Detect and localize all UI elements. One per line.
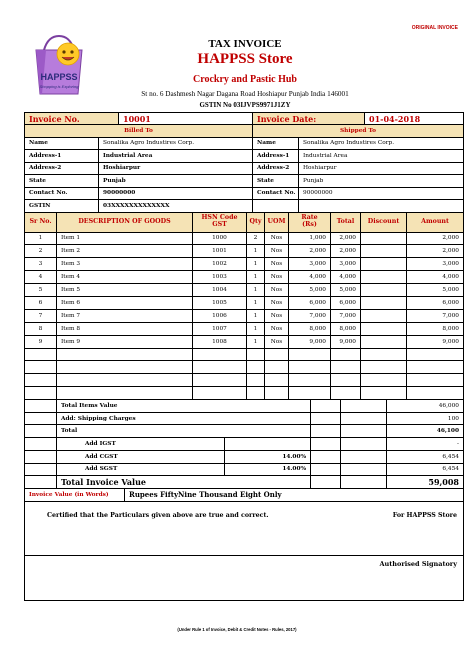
table-row [25,271,463,284]
igst-value: - [387,438,463,451]
item-hsn [193,361,247,374]
item-amount: 9,000 [407,336,463,349]
total-items-value: 46,000 [387,400,463,413]
item-uom: Nos [265,233,289,246]
original-invoice-label: ORIGINAL INVOICE [411,25,458,31]
item-sr: 8 [25,323,57,336]
item-amount: 6,000 [407,297,463,310]
item-qty: 1 [247,323,265,336]
item-discount [361,336,407,349]
item-rate: 1,000 [289,233,331,246]
item-sr: 9 [25,336,57,349]
shipping-label: Add: Shipping Charges [57,413,311,426]
invoice-table [24,112,464,601]
item-sr: 5 [25,284,57,297]
billed-address1-label: Address-1 [25,150,99,163]
item-rate: 7,000 [289,310,331,323]
party-row-name [25,138,463,151]
item-total: 5,000 [331,284,361,297]
item-hsn [193,387,247,400]
total-items-value-label: Total Items Value [57,400,311,413]
item-total: 6,000 [331,297,361,310]
item-amount [407,374,463,387]
cgst-row [25,451,463,464]
item-qty: 1 [247,271,265,284]
col-discount: Discount [361,213,407,233]
total-value: 46,100 [387,425,463,438]
in-words-value: Rupees FiftyNine Thousand Eight Only [125,489,463,502]
cgst-label: Add CGST [57,451,225,464]
invoice-meta-row [25,113,463,125]
blank-cell [311,464,341,477]
for-store-label: For HAPPSS Store [392,511,457,519]
shipped-address1-label: Address-1 [253,150,299,163]
item-rate: 5,000 [289,284,331,297]
item-sr: 4 [25,271,57,284]
item-hsn: 1005 [193,297,247,310]
table-row [25,233,463,246]
item-description: Item 7 [57,310,193,323]
items-header-row [25,213,463,233]
item-total [331,387,361,400]
billed-gstin-label: GSTIN [25,200,99,213]
item-rate [289,361,331,374]
item-hsn: 1004 [193,284,247,297]
item-amount: 8,000 [407,323,463,336]
blank-cell [311,451,341,464]
item-description [57,361,193,374]
party-heading-row [25,125,463,138]
sgst-row [25,464,463,477]
store-name: HAPPSS Store [197,51,293,67]
cgst-rate: 14.00% [225,451,311,464]
item-description: Item 5 [57,284,193,297]
item-amount: 2,000 [407,245,463,258]
invoice-value-row [25,476,463,489]
table-row [25,323,463,336]
store-tagline: Crockry and Pastic Hub [193,74,297,85]
item-uom: Nos [265,297,289,310]
blank-cell [25,413,57,426]
item-description: Item 9 [57,336,193,349]
blank-cell [341,451,387,464]
item-qty: 1 [247,245,265,258]
document-title: TAX INVOICE [208,38,282,50]
item-sr [25,361,57,374]
item-uom: Nos [265,271,289,284]
item-rate: 9,000 [289,336,331,349]
item-sr: 3 [25,258,57,271]
table-row [25,297,463,310]
item-description: Item 8 [57,323,193,336]
total-label: Total [57,425,311,438]
party-row-state [25,175,463,188]
shipped-gstin-value-blank [299,200,463,213]
item-total: 8,000 [331,323,361,336]
table-row [25,245,463,258]
col-hsn: HSN Code GST [193,213,247,233]
party-row-contact [25,188,463,201]
item-discount [361,258,407,271]
item-qty [247,349,265,362]
blank-cell [311,476,341,489]
store-address: St no. 6 Dashmesh Nagar Dagana Road Hoshiapur Punjab India 146001 [141,90,349,98]
billed-contact: 90000000 [99,188,253,201]
in-words-row [25,489,463,502]
igst-label: Add IGST [57,438,225,451]
blank-cell [25,438,57,451]
col-amount: Amount [407,213,463,233]
shipped-to-heading: Shipped To [253,125,463,138]
item-qty [247,387,265,400]
total-row [25,425,463,438]
billed-to-heading: Billed To [25,125,253,138]
item-discount [361,284,407,297]
item-description: Item 4 [57,271,193,284]
blank-table-row [25,387,463,400]
certification-text: Certified that the Particulars given above are true and correct. [47,511,269,519]
billed-name: Sonalika Agro Industires Corp. [99,138,253,151]
svg-text:Shopping is Exploring: Shopping is Exploring [39,84,79,89]
rule-note: (Under Rule 1 of Invoice, Debit & Credit Notes - Rules, 2017) [177,627,297,632]
item-uom [265,387,289,400]
igst-row [25,438,463,451]
table-row [25,284,463,297]
item-discount [361,233,407,246]
sgst-value: 6,454 [387,464,463,477]
party-row-address2 [25,163,463,176]
shipped-state-label: State [253,175,299,188]
item-rate [289,349,331,362]
table-row [25,258,463,271]
blank-cell [341,476,387,489]
item-hsn: 1002 [193,258,247,271]
blank-table-row [25,361,463,374]
col-description: DESCRIPTION OF GOODS [57,213,193,233]
item-uom: Nos [265,284,289,297]
cgst-value: 6,454 [387,451,463,464]
item-amount: 5,000 [407,284,463,297]
item-discount [361,245,407,258]
shipped-name: Sonalika Agro Industires Corp. [299,138,463,151]
svg-text:HAPPSS: HAPPSS [40,72,78,82]
blank-cell [311,438,341,451]
party-row-gstin [25,200,463,213]
blank-cell [25,451,57,464]
item-rate [289,387,331,400]
blank-cell [25,476,57,489]
item-rate: 8,000 [289,323,331,336]
item-total: 2,000 [331,245,361,258]
blank-cell [341,400,387,413]
item-hsn: 1001 [193,245,247,258]
shipping-value: 100 [387,413,463,426]
item-rows [25,233,463,401]
invoice-no-label: Invoice No. [25,113,119,125]
blank-table-row [25,374,463,387]
item-description: Item 6 [57,297,193,310]
happss-logo [28,32,90,102]
item-discount [361,387,407,400]
billed-state-label: State [25,175,99,188]
blank-cell [311,413,341,426]
item-description [57,349,193,362]
total-items-value-row [25,400,463,413]
billed-address2: Hoshiarpur [99,163,253,176]
blank-cell [341,413,387,426]
sgst-label: Add SGST [57,464,225,477]
sgst-rate: 14.00% [225,464,311,477]
item-hsn [193,374,247,387]
item-discount [361,310,407,323]
item-total [331,349,361,362]
store-gstin: GSTIN No 03IJVPS9971J1ZY [199,101,291,109]
item-amount: 7,000 [407,310,463,323]
item-qty [247,374,265,387]
signatory-block [25,556,463,600]
shipped-contact-label: Contact No. [253,188,299,201]
shipped-gstin-blank [253,200,299,213]
invoice-date-label: Invoice Date: [253,113,365,125]
item-rate: 3,000 [289,258,331,271]
item-amount [407,361,463,374]
invoice-no-value: 10001 [119,113,253,125]
item-description [57,387,193,400]
item-hsn: 1006 [193,310,247,323]
blank-cell [311,400,341,413]
billed-gstin: 03XXXXXXXXXXXXX [99,200,253,213]
item-qty [247,361,265,374]
col-total: Total [331,213,361,233]
item-total: 2,000 [331,233,361,246]
party-row-address1 [25,150,463,163]
shipped-state: Punjab [299,175,463,188]
item-uom: Nos [265,310,289,323]
table-row [25,336,463,349]
item-discount [361,349,407,362]
blank-table-row [25,349,463,362]
blank-cell [311,425,341,438]
item-rate: 4,000 [289,271,331,284]
billed-state: Punjab [99,175,253,188]
blank-cell [341,464,387,477]
billed-name-label: Name [25,138,99,151]
item-qty: 1 [247,258,265,271]
item-total [331,374,361,387]
item-amount: 4,000 [407,271,463,284]
table-row [25,310,463,323]
item-uom: Nos [265,245,289,258]
item-description: Item 1 [57,233,193,246]
invoice-date-value: 01-04-2018 [365,113,463,125]
certification-block [25,502,463,556]
item-discount [361,271,407,284]
item-total: 3,000 [331,258,361,271]
item-total [331,361,361,374]
blank-cell [25,425,57,438]
billed-address2-label: Address-2 [25,163,99,176]
item-qty: 1 [247,336,265,349]
item-sr: 6 [25,297,57,310]
shipped-address1: Industrial Area [299,150,463,163]
billed-contact-label: Contact No. [25,188,99,201]
item-hsn [193,349,247,362]
item-qty: 1 [247,310,265,323]
item-uom [265,374,289,387]
invoice-value: 59,008 [387,476,463,489]
blank-cell [25,400,57,413]
authorised-signatory: Authorised Signatory [379,559,457,568]
item-hsn: 1007 [193,323,247,336]
item-hsn: 1000 [193,233,247,246]
col-sr: Sr No. [25,213,57,233]
item-sr: 1 [25,233,57,246]
item-amount: 2,000 [407,233,463,246]
in-words-label: Invoice Value (in Words) [25,489,125,502]
item-qty: 1 [247,297,265,310]
item-uom: Nos [265,336,289,349]
item-hsn: 1008 [193,336,247,349]
invoice-value-label: Total Invoice Value [57,476,311,489]
item-qty: 1 [247,284,265,297]
item-discount [361,323,407,336]
col-rate: Rate (Rs) [289,213,331,233]
item-sr [25,387,57,400]
item-uom: Nos [265,258,289,271]
item-discount [361,297,407,310]
item-amount: 3,000 [407,258,463,271]
item-uom [265,349,289,362]
shipping-row [25,413,463,426]
blank-cell [341,438,387,451]
col-qty: Qty [247,213,265,233]
blank-cell [25,464,57,477]
shipped-contact: 90000000 [299,188,463,201]
item-hsn: 1003 [193,271,247,284]
item-total: 4,000 [331,271,361,284]
shipped-address2: Hoshiarpur [299,163,463,176]
item-sr: 2 [25,245,57,258]
item-sr [25,374,57,387]
blank-cell [225,438,311,451]
item-discount [361,361,407,374]
item-total: 9,000 [331,336,361,349]
item-discount [361,374,407,387]
billed-address1: Industrial Area [99,150,253,163]
item-uom [265,361,289,374]
col-uom: UOM [265,213,289,233]
item-description [57,374,193,387]
item-amount [407,349,463,362]
item-sr: 7 [25,310,57,323]
item-rate: 6,000 [289,297,331,310]
item-description: Item 2 [57,245,193,258]
shipped-name-label: Name [253,138,299,151]
item-rate [289,374,331,387]
item-amount [407,387,463,400]
shipped-address2-label: Address-2 [253,163,299,176]
item-rate: 2,000 [289,245,331,258]
item-total: 7,000 [331,310,361,323]
item-description: Item 3 [57,258,193,271]
blank-cell [341,425,387,438]
item-qty: 2 [247,233,265,246]
item-uom: Nos [265,323,289,336]
item-sr [25,349,57,362]
